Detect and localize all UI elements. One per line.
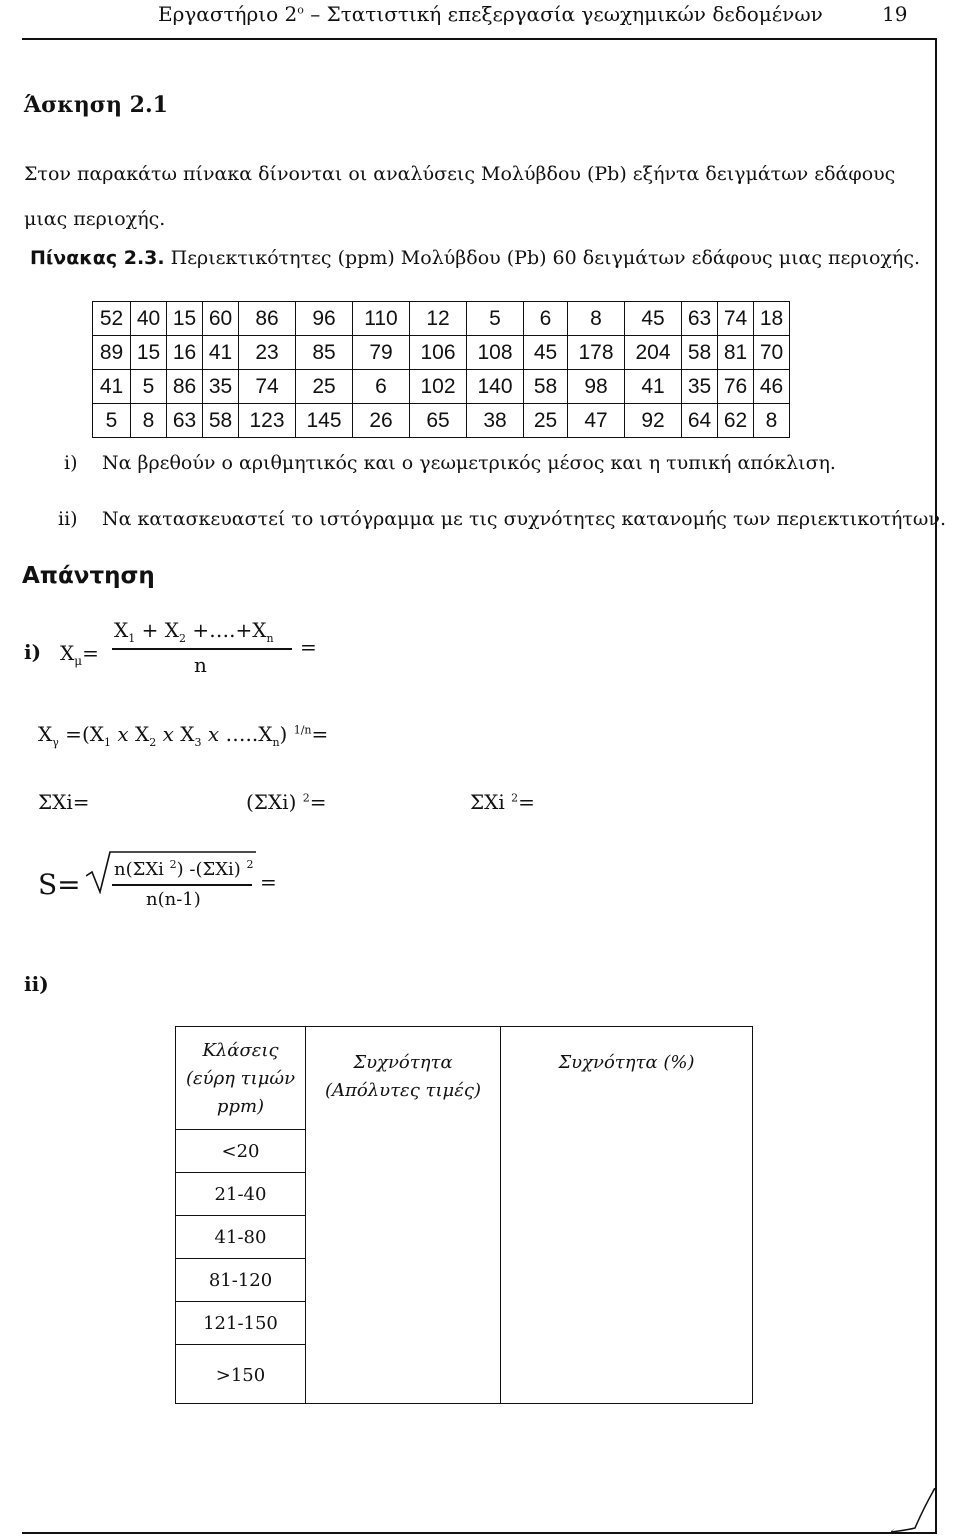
data-table-cell: 60 [203,302,239,336]
data-table-cell: 62 [718,404,754,438]
s-eq: = [260,870,277,894]
data-table-cell: 47 [568,404,625,438]
frequency-table [175,1026,753,1404]
freq-header-percent: Συχνότητα (%) [501,1027,753,1404]
mean-denominator: n [194,653,207,677]
data-table-cell: 63 [682,302,718,336]
data-table-cell: 92 [625,404,682,438]
data-table-cell: 96 [296,302,353,336]
freq-class-cell: 121-150 [176,1302,306,1345]
s-fraction-line [112,884,252,886]
answer-heading: Απάντηση [22,563,155,589]
data-table-cell: 58 [203,404,239,438]
data-table-row [93,404,790,438]
data-table-cell: 58 [682,336,718,370]
freq-header-absolute: Συχνότητα (Απόλυτες τιμές) [306,1027,501,1404]
s-denominator: n(n-1) [146,889,201,910]
data-table-cell: 46 [754,370,790,404]
answer-part2-label: ii) [24,972,49,996]
header-title-text: Εργαστήριο $2^o$ – Στατιστική επεξεργασία γεωχημικών δεδομένων [158,2,823,26]
data-table-cell: 41 [93,370,131,404]
table-caption [30,247,920,269]
data-table-row [93,302,790,336]
table-caption-text: Περιεκτικότητες (ppm) Μολύβδου (Pb) 60 δειγμάτων εδάφους μιας περιοχής. [164,247,920,269]
answer-part1-label: i) [24,640,42,664]
data-table-cell: 178 [568,336,625,370]
sum-xi2: ΣXi $^2$= [470,790,535,814]
freq-class-cell: 21-40 [176,1173,306,1216]
data-table-cell: 98 [568,370,625,404]
data-table-row [93,336,790,370]
data-table-cell: 204 [625,336,682,370]
data-table-cell: 70 [754,336,790,370]
data-table-cell: 35 [203,370,239,404]
data-table-cell: 76 [718,370,754,404]
page-number: 19 [882,2,908,26]
data-table-row [93,370,790,404]
mean-lhs: $X_\mu=$ [60,641,99,668]
table-caption-label: Πίνακας 2.3. [30,247,165,269]
data-table-cell: 8 [754,404,790,438]
data-table-cell: 6 [524,302,568,336]
data-table-cell: 45 [524,336,568,370]
data-table-cell: 5 [467,302,524,336]
data-table-cell: 86 [239,302,296,336]
data-table-cell: 52 [93,302,131,336]
s-lhs: S= [38,868,81,901]
question-2-number: ii) [58,508,78,530]
sum-xi: ΣXi= [38,790,90,814]
question-2-text: Να κατασκευαστεί το ιστόγραμμα με τις συχνότητες κατανομής των περιεκτικοτήτων. [102,508,947,530]
data-table-cell: 110 [353,302,410,336]
data-table-cell: 8 [568,302,625,336]
data-table-cell: 26 [353,404,410,438]
data-table-cell: 8 [131,404,167,438]
mean-fraction-line [112,648,292,650]
data-table-cell: 45 [625,302,682,336]
sum-xi-squared: (ΣXi) $^2$= [246,790,327,814]
folded-corner-icon [891,1488,935,1532]
data-table-cell: 6 [353,370,410,404]
exercise-title: Άσκηση 2.1 [24,92,168,118]
question-1-number: i) [64,452,78,474]
data-table-cell: 35 [682,370,718,404]
s-numerator: n(ΣXi $^2$) -(ΣXi) $^2$ [114,858,254,880]
data-table-cell: 63 [167,404,203,438]
data-table-cell: 74 [718,302,754,336]
data-table-cell: 102 [410,370,467,404]
data-table-cell: 18 [754,302,790,336]
freq-class-cell: <20 [176,1130,306,1173]
data-table-cell: 15 [131,336,167,370]
freq-header-classes: Κλάσεις (εύρη τιμών ppm) [176,1027,306,1130]
pb-data-table [92,301,790,438]
data-table-cell: 140 [467,370,524,404]
data-table-cell: 25 [524,404,568,438]
data-table-cell: 108 [467,336,524,370]
data-table-cell: 23 [239,336,296,370]
data-table-cell: 145 [296,404,353,438]
question-1-text: Να βρεθούν ο αριθμητικός και ο γεωμετρικός μέσος και η τυπική απόκλιση. [102,452,836,474]
data-table-cell: 65 [410,404,467,438]
data-table-cell: 12 [410,302,467,336]
data-table-cell: 81 [718,336,754,370]
data-table-cell: 5 [93,404,131,438]
data-table-cell: 15 [167,302,203,336]
data-table-cell: 5 [131,370,167,404]
data-table-cell: 64 [682,404,718,438]
page-header-title [158,2,823,26]
data-table-cell: 41 [203,336,239,370]
data-table-cell: 58 [524,370,568,404]
mean-result-eq: = [300,635,317,659]
data-table-cell: 85 [296,336,353,370]
data-table-cell: 40 [131,302,167,336]
mean-numerator: $X_1 + X_2$ $+\dots.+X_n$ [114,618,274,645]
data-table-cell: 106 [410,336,467,370]
data-table-cell: 41 [625,370,682,404]
data-table-cell: 89 [93,336,131,370]
data-table-cell: 79 [353,336,410,370]
freq-class-cell: 81-120 [176,1259,306,1302]
data-table-cell: 38 [467,404,524,438]
data-table-cell: 16 [167,336,203,370]
freq-class-cell: >150 [176,1345,306,1404]
data-table-cell: 25 [296,370,353,404]
geometric-mean-formula: $X_\gamma =(X_1$ x $X_2$ x $X_3$ x $\dots..X_n$) $^{1/n}$= [38,722,329,749]
data-table-cell: 86 [167,370,203,404]
exercise-intro: Στον παρακάτω πίνακα δίνονται οι αναλύσεις Μολύβδου (Pb) εξήντα δειγμάτων εδάφους μιας περιοχής. [24,163,896,230]
data-table-cell: 123 [239,404,296,438]
freq-class-cell: 41-80 [176,1216,306,1259]
data-table-cell: 74 [239,370,296,404]
